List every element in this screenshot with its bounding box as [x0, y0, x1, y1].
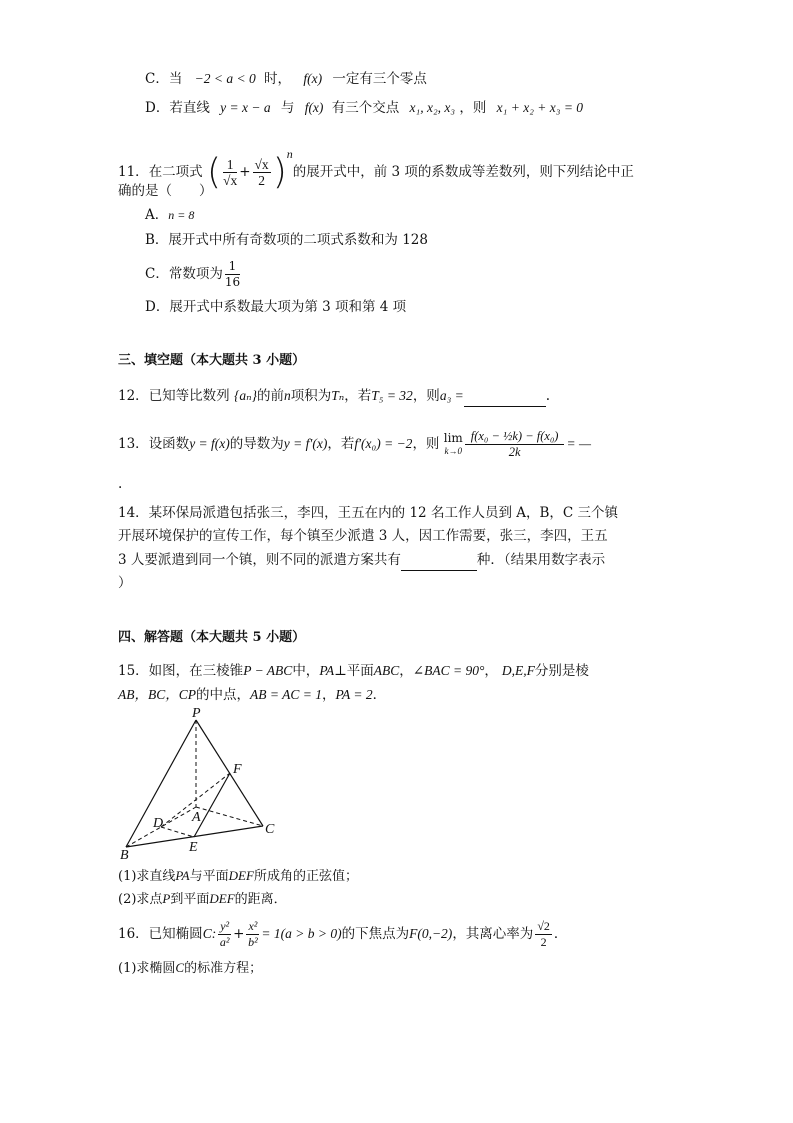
- label-c: C: [265, 822, 275, 837]
- label-b: B: [120, 848, 129, 863]
- q11-option-c: C．常数项为 $\frac{1}{16}$: [145, 259, 241, 289]
- q13: 13．设函数y = f(x)的导数为y = f′(x)，若f′(x₀) = −2，则 lim k→0 $\frac{\text{f(x₀ − ½k) − f(x₀)}}{2k}$ = —: [118, 429, 591, 459]
- q10-option-d: D．若直线 y = x − a 与 f(x) 有三个交点 x₁, x₂, x₃ ，则 x₁ + x₂ + x₃ = 0: [145, 100, 584, 116]
- section-4-heading: 四、解答题（本大题共 5 小题）: [118, 630, 306, 645]
- q11-stem-2: 确的是（ ）: [118, 183, 213, 199]
- edge-ef: [194, 773, 230, 837]
- q13-period: .: [118, 476, 123, 492]
- q11-option-b: B．展开式中所有奇数项的二项式系数和为 128: [145, 232, 428, 248]
- q15-line-2: AB，BC，CP的中点，AB = AC = 1，PA = 2．: [118, 687, 387, 703]
- q11-optc-frac: $\frac{1}{16}$: [224, 259, 241, 289]
- q16-frac-y: $\frac{\text{y²}}{\text{a²}}$: [219, 919, 230, 949]
- label-a: A: [192, 810, 201, 825]
- q15-line-1: 15．如图，在三棱锥P − ABC中，PA⊥平面ABC，∠BAC = 90°， D,E,F分别是棱: [118, 663, 589, 679]
- q12-answer-blank[interactable]: [464, 386, 546, 407]
- q13-limit: lim k→0: [443, 431, 463, 456]
- q12: 12．已知等比数列 {aₙ}的前n项积为Tₙ，若T₅ = 32，则a₃ = .: [118, 386, 550, 407]
- q14-line-3: 3 人要派遣到同一个镇，则不同的派遣方案共有 种．（结果用数字表示: [118, 550, 605, 571]
- q11-stem: 11．在二项式 ( $\frac{1}{√x}$ + $\frac{√x}{2}$ )$^n$的展开式中，前 3 项的系数成等差数列，则下列结论中正: [118, 147, 634, 193]
- q10-option-c: C．当 −2 < a < 0 时， f(x) 一定有三个零点: [145, 71, 427, 87]
- q16-frac-e: $\frac{√2}{2}$: [537, 919, 550, 949]
- q14-answer-blank[interactable]: [401, 550, 477, 571]
- q16-sub-1: (1)求椭圆C的标准方程；: [118, 960, 263, 976]
- q11-frac2: $\frac{√x}{2}$: [254, 157, 269, 188]
- q14-line-4: ）: [118, 575, 132, 591]
- q13-fraction: $\frac{\text{f(x₀ − ½k) − f(x₀)}}{2k}$: [465, 429, 565, 460]
- label-f: F: [233, 762, 242, 777]
- q11-option-d: D．展开式中系数最大项为第 3 项和第 4 项: [145, 299, 407, 315]
- edge-de: [161, 827, 194, 837]
- q15-sub-1: (1)求直线PA与平面DEF所成角的正弦值；: [118, 868, 358, 884]
- label-e: E: [189, 840, 198, 855]
- q16-stem: 16．已知椭圆C: $\frac{\text{y²}}{\text{a²}}$ + $\frac{\text{x²}}{\text{b²}}$ = 1(a > b > 0)的下焦点为F(0,−2)，其离心率为 $\frac{√2}{2}$ ．: [118, 919, 568, 949]
- left-paren: (: [206, 151, 222, 193]
- q14-line-2: 开展环境保护的宣传工作，每个镇至少派遣 3 人，因工作需要，张三，李四，王五: [118, 528, 608, 544]
- tetrahedron-figure: [112, 705, 287, 863]
- q15-sub-2: (2)求点P到平面DEF的距离．: [118, 891, 287, 907]
- q11-frac1: $\frac{1}{√x}$: [223, 157, 238, 188]
- right-paren: ): [272, 151, 287, 193]
- label-p: P: [192, 706, 201, 721]
- label-d: D: [153, 816, 164, 831]
- q14-line-1: 14．某环保局派遣包括张三，李四，王五在内的 12 名工作人员到 A，B，C 三个镇: [118, 505, 619, 521]
- q16-frac-x: $\frac{\text{x²}}{\text{b²}}$: [248, 919, 258, 949]
- section-3-heading: 三、填空题（本大题共 3 小题）: [118, 353, 306, 368]
- q11-option-a: A．n = 8: [145, 207, 195, 223]
